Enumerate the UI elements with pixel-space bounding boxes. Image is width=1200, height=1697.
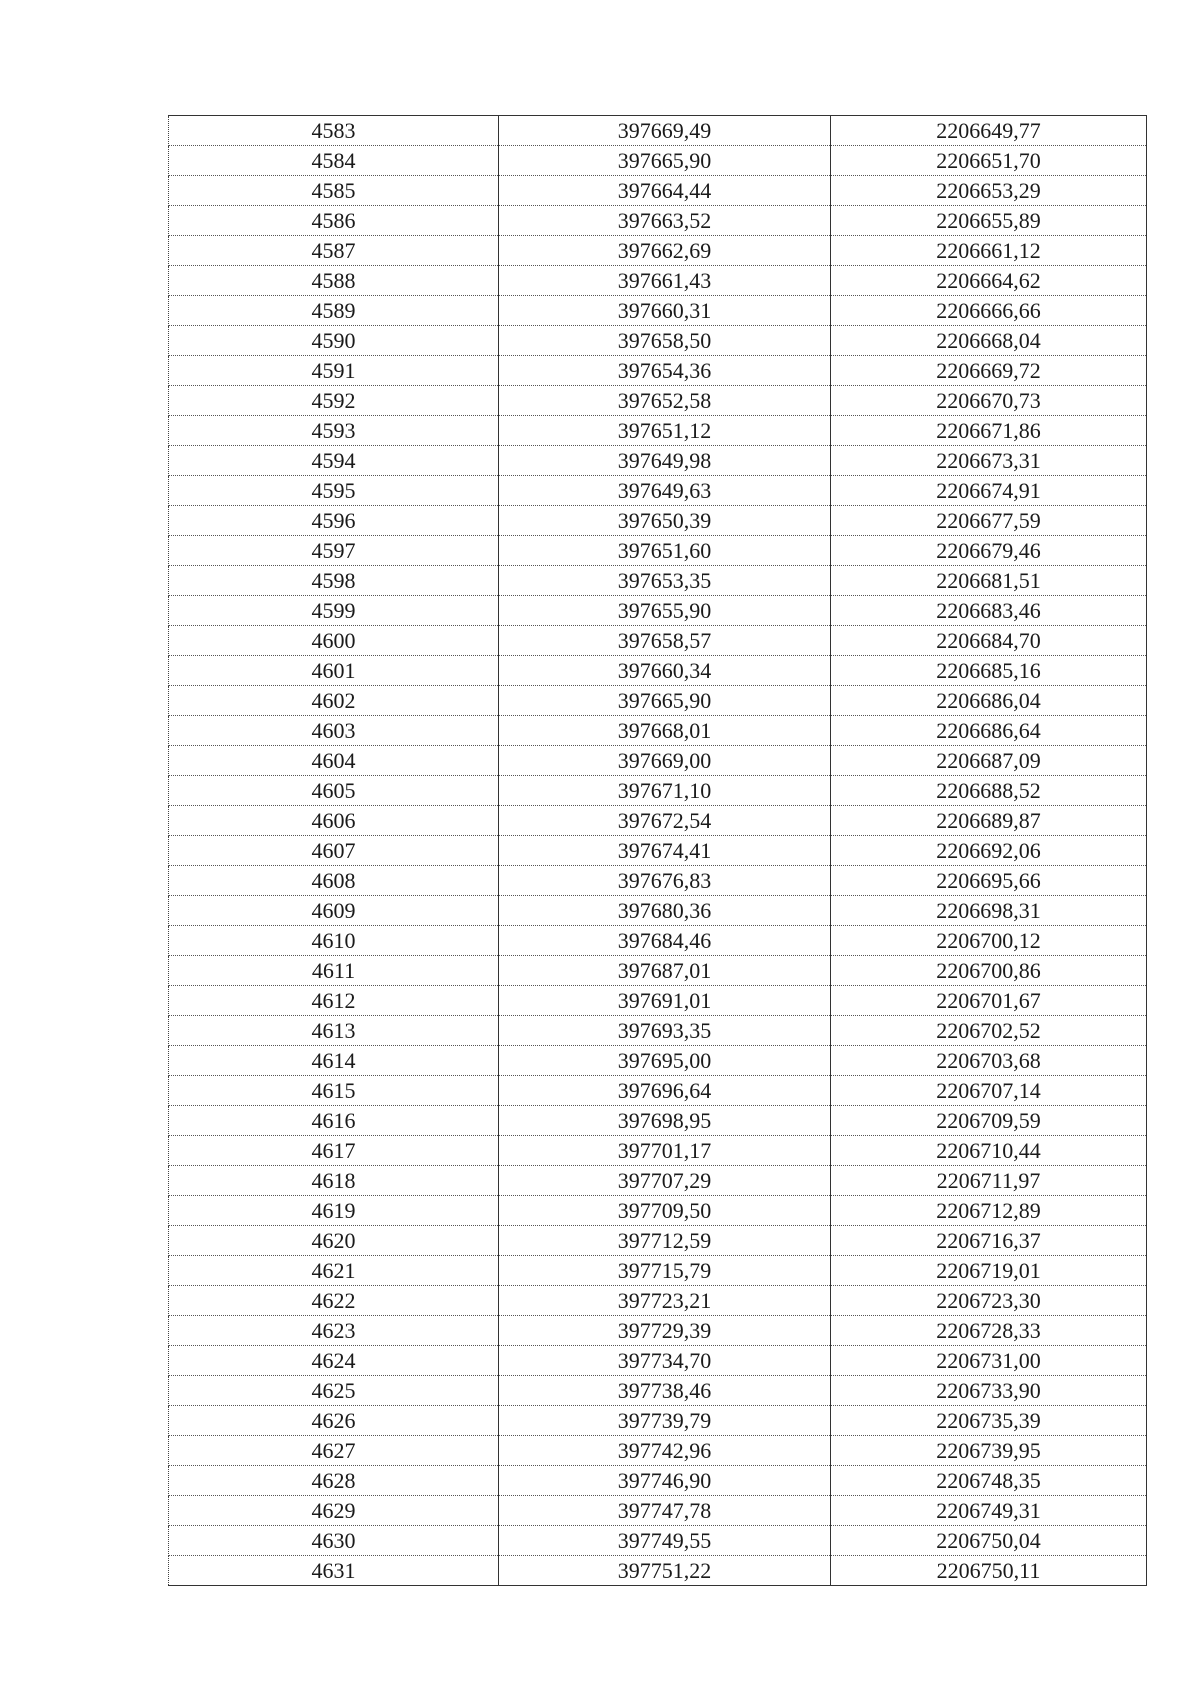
x-coordinate-cell: 397649,98	[499, 446, 831, 476]
point-number-cell: 4596	[169, 506, 499, 536]
y-coordinate-cell: 2206687,09	[831, 746, 1147, 776]
y-coordinate-cell: 2206688,52	[831, 776, 1147, 806]
y-coordinate-cell: 2206748,35	[831, 1466, 1147, 1496]
x-coordinate-cell: 397654,36	[499, 356, 831, 386]
table-row	[169, 926, 1147, 956]
x-coordinate-cell: 397653,35	[499, 566, 831, 596]
x-coordinate-cell: 397661,43	[499, 266, 831, 296]
point-number-cell: 4608	[169, 866, 499, 896]
x-coordinate-cell: 397698,95	[499, 1106, 831, 1136]
table-row	[169, 1496, 1147, 1526]
point-number-cell: 4586	[169, 206, 499, 236]
table-row	[169, 506, 1147, 536]
table-row	[169, 626, 1147, 656]
table-row	[169, 1376, 1147, 1406]
point-number-cell: 4618	[169, 1166, 499, 1196]
y-coordinate-cell: 2206709,59	[831, 1106, 1147, 1136]
y-coordinate-cell: 2206689,87	[831, 806, 1147, 836]
x-coordinate-cell: 397669,49	[499, 116, 831, 146]
x-coordinate-cell: 397671,10	[499, 776, 831, 806]
point-number-cell: 4592	[169, 386, 499, 416]
table-row	[169, 656, 1147, 686]
point-number-cell: 4628	[169, 1466, 499, 1496]
table-row	[169, 1256, 1147, 1286]
point-number-cell: 4610	[169, 926, 499, 956]
y-coordinate-cell: 2206733,90	[831, 1376, 1147, 1406]
table-row	[169, 1046, 1147, 1076]
x-coordinate-cell: 397651,60	[499, 536, 831, 566]
x-coordinate-cell: 397707,29	[499, 1166, 831, 1196]
x-coordinate-cell: 397680,36	[499, 896, 831, 926]
x-coordinate-cell: 397663,52	[499, 206, 831, 236]
table-row	[169, 1526, 1147, 1556]
x-coordinate-cell: 397729,39	[499, 1316, 831, 1346]
y-coordinate-cell: 2206695,66	[831, 866, 1147, 896]
x-coordinate-cell: 397672,54	[499, 806, 831, 836]
point-number-cell: 4622	[169, 1286, 499, 1316]
x-coordinate-cell: 397746,90	[499, 1466, 831, 1496]
table-row	[169, 776, 1147, 806]
table-row	[169, 1226, 1147, 1256]
table-row	[169, 206, 1147, 236]
table-row	[169, 986, 1147, 1016]
y-coordinate-cell: 2206692,06	[831, 836, 1147, 866]
point-number-cell: 4605	[169, 776, 499, 806]
y-coordinate-cell: 2206707,14	[831, 1076, 1147, 1106]
point-number-cell: 4623	[169, 1316, 499, 1346]
x-coordinate-cell: 397751,22	[499, 1556, 831, 1586]
point-number-cell: 4593	[169, 416, 499, 446]
y-coordinate-cell: 2206677,59	[831, 506, 1147, 536]
table-row	[169, 1436, 1147, 1466]
x-coordinate-cell: 397696,64	[499, 1076, 831, 1106]
y-coordinate-cell: 2206681,51	[831, 566, 1147, 596]
x-coordinate-cell: 397739,79	[499, 1406, 831, 1436]
y-coordinate-cell: 2206700,12	[831, 926, 1147, 956]
y-coordinate-cell: 2206712,89	[831, 1196, 1147, 1226]
x-coordinate-cell: 397660,31	[499, 296, 831, 326]
table-row	[169, 116, 1147, 146]
table-row	[169, 566, 1147, 596]
point-number-cell: 4609	[169, 896, 499, 926]
coordinates-table-body	[169, 116, 1147, 1586]
point-number-cell: 4625	[169, 1376, 499, 1406]
table-row	[169, 266, 1147, 296]
table-row	[169, 146, 1147, 176]
point-number-cell: 4620	[169, 1226, 499, 1256]
y-coordinate-cell: 2206723,30	[831, 1286, 1147, 1316]
y-coordinate-cell: 2206698,31	[831, 896, 1147, 926]
x-coordinate-cell: 397695,00	[499, 1046, 831, 1076]
point-number-cell: 4602	[169, 686, 499, 716]
table-row	[169, 1076, 1147, 1106]
x-coordinate-cell: 397742,96	[499, 1436, 831, 1466]
y-coordinate-cell: 2206661,12	[831, 236, 1147, 266]
y-coordinate-cell: 2206716,37	[831, 1226, 1147, 1256]
x-coordinate-cell: 397662,69	[499, 236, 831, 266]
point-number-cell: 4607	[169, 836, 499, 866]
y-coordinate-cell: 2206702,52	[831, 1016, 1147, 1046]
table-row	[169, 716, 1147, 746]
point-number-cell: 4615	[169, 1076, 499, 1106]
y-coordinate-cell: 2206674,91	[831, 476, 1147, 506]
x-coordinate-cell: 397660,34	[499, 656, 831, 686]
point-number-cell: 4617	[169, 1136, 499, 1166]
x-coordinate-cell: 397665,90	[499, 686, 831, 716]
point-number-cell: 4626	[169, 1406, 499, 1436]
table-row	[169, 1346, 1147, 1376]
table-row	[169, 1556, 1147, 1586]
x-coordinate-cell: 397738,46	[499, 1376, 831, 1406]
x-coordinate-cell: 397715,79	[499, 1256, 831, 1286]
point-number-cell: 4584	[169, 146, 499, 176]
x-coordinate-cell: 397734,70	[499, 1346, 831, 1376]
table-row	[169, 1016, 1147, 1046]
x-coordinate-cell: 397747,78	[499, 1496, 831, 1526]
y-coordinate-cell: 2206664,62	[831, 266, 1147, 296]
x-coordinate-cell: 397651,12	[499, 416, 831, 446]
point-number-cell: 4600	[169, 626, 499, 656]
table-row	[169, 896, 1147, 926]
point-number-cell: 4585	[169, 176, 499, 206]
y-coordinate-cell: 2206651,70	[831, 146, 1147, 176]
point-number-cell: 4611	[169, 956, 499, 986]
point-number-cell: 4627	[169, 1436, 499, 1466]
x-coordinate-cell: 397749,55	[499, 1526, 831, 1556]
point-number-cell: 4613	[169, 1016, 499, 1046]
y-coordinate-cell: 2206686,04	[831, 686, 1147, 716]
y-coordinate-cell: 2206750,11	[831, 1556, 1147, 1586]
table-row	[169, 1166, 1147, 1196]
table-row	[169, 866, 1147, 896]
point-number-cell: 4629	[169, 1496, 499, 1526]
x-coordinate-cell: 397712,59	[499, 1226, 831, 1256]
x-coordinate-cell: 397723,21	[499, 1286, 831, 1316]
x-coordinate-cell: 397649,63	[499, 476, 831, 506]
x-coordinate-cell: 397665,90	[499, 146, 831, 176]
point-number-cell: 4583	[169, 116, 499, 146]
y-coordinate-cell: 2206701,67	[831, 986, 1147, 1016]
table-row	[169, 1286, 1147, 1316]
table-row	[169, 1406, 1147, 1436]
y-coordinate-cell: 2206683,46	[831, 596, 1147, 626]
table-row	[169, 836, 1147, 866]
y-coordinate-cell: 2206739,95	[831, 1436, 1147, 1466]
y-coordinate-cell: 2206684,70	[831, 626, 1147, 656]
table-row	[169, 1316, 1147, 1346]
point-number-cell: 4594	[169, 446, 499, 476]
point-number-cell: 4587	[169, 236, 499, 266]
x-coordinate-cell: 397676,83	[499, 866, 831, 896]
x-coordinate-cell: 397693,35	[499, 1016, 831, 1046]
table-row	[169, 1196, 1147, 1226]
point-number-cell: 4606	[169, 806, 499, 836]
point-number-cell: 4597	[169, 536, 499, 566]
point-number-cell: 4604	[169, 746, 499, 776]
point-number-cell: 4630	[169, 1526, 499, 1556]
y-coordinate-cell: 2206731,00	[831, 1346, 1147, 1376]
point-number-cell: 4614	[169, 1046, 499, 1076]
x-coordinate-cell: 397658,50	[499, 326, 831, 356]
point-number-cell: 4621	[169, 1256, 499, 1286]
table-row	[169, 356, 1147, 386]
table-row	[169, 596, 1147, 626]
table-row	[169, 1136, 1147, 1166]
point-number-cell: 4603	[169, 716, 499, 746]
y-coordinate-cell: 2206719,01	[831, 1256, 1147, 1286]
y-coordinate-cell: 2206711,97	[831, 1166, 1147, 1196]
x-coordinate-cell: 397650,39	[499, 506, 831, 536]
point-number-cell: 4631	[169, 1556, 499, 1586]
point-number-cell: 4595	[169, 476, 499, 506]
point-number-cell: 4619	[169, 1196, 499, 1226]
y-coordinate-cell: 2206649,77	[831, 116, 1147, 146]
point-number-cell: 4598	[169, 566, 499, 596]
x-coordinate-cell: 397674,41	[499, 836, 831, 866]
table-row	[169, 296, 1147, 326]
coordinates-table	[168, 115, 1147, 1586]
point-number-cell: 4590	[169, 326, 499, 356]
x-coordinate-cell: 397664,44	[499, 176, 831, 206]
y-coordinate-cell: 2206686,64	[831, 716, 1147, 746]
y-coordinate-cell: 2206685,16	[831, 656, 1147, 686]
table-row	[169, 446, 1147, 476]
y-coordinate-cell: 2206671,86	[831, 416, 1147, 446]
point-number-cell: 4616	[169, 1106, 499, 1136]
y-coordinate-cell: 2206703,68	[831, 1046, 1147, 1076]
point-number-cell: 4624	[169, 1346, 499, 1376]
x-coordinate-cell: 397668,01	[499, 716, 831, 746]
point-number-cell: 4601	[169, 656, 499, 686]
point-number-cell: 4612	[169, 986, 499, 1016]
point-number-cell: 4599	[169, 596, 499, 626]
x-coordinate-cell: 397655,90	[499, 596, 831, 626]
y-coordinate-cell: 2206666,66	[831, 296, 1147, 326]
y-coordinate-cell: 2206679,46	[831, 536, 1147, 566]
y-coordinate-cell: 2206669,72	[831, 356, 1147, 386]
y-coordinate-cell: 2206655,89	[831, 206, 1147, 236]
x-coordinate-cell: 397684,46	[499, 926, 831, 956]
y-coordinate-cell: 2206728,33	[831, 1316, 1147, 1346]
table-row	[169, 746, 1147, 776]
y-coordinate-cell: 2206750,04	[831, 1526, 1147, 1556]
table-row	[169, 686, 1147, 716]
table-row	[169, 806, 1147, 836]
x-coordinate-cell: 397658,57	[499, 626, 831, 656]
y-coordinate-cell: 2206710,44	[831, 1136, 1147, 1166]
table-row	[169, 326, 1147, 356]
table-row	[169, 236, 1147, 266]
y-coordinate-cell: 2206653,29	[831, 176, 1147, 206]
y-coordinate-cell: 2206749,31	[831, 1496, 1147, 1526]
point-number-cell: 4591	[169, 356, 499, 386]
y-coordinate-cell: 2206673,31	[831, 446, 1147, 476]
point-number-cell: 4588	[169, 266, 499, 296]
x-coordinate-cell: 397687,01	[499, 956, 831, 986]
table-row	[169, 416, 1147, 446]
x-coordinate-cell: 397691,01	[499, 986, 831, 1016]
table-row	[169, 476, 1147, 506]
point-number-cell: 4589	[169, 296, 499, 326]
y-coordinate-cell: 2206700,86	[831, 956, 1147, 986]
x-coordinate-cell: 397709,50	[499, 1196, 831, 1226]
x-coordinate-cell: 397652,58	[499, 386, 831, 416]
y-coordinate-cell: 2206670,73	[831, 386, 1147, 416]
table-row	[169, 956, 1147, 986]
x-coordinate-cell: 397669,00	[499, 746, 831, 776]
y-coordinate-cell: 2206668,04	[831, 326, 1147, 356]
y-coordinate-cell: 2206735,39	[831, 1406, 1147, 1436]
table-row	[169, 1466, 1147, 1496]
table-row	[169, 176, 1147, 206]
x-coordinate-cell: 397701,17	[499, 1136, 831, 1166]
table-row	[169, 1106, 1147, 1136]
table-row	[169, 536, 1147, 566]
table-row	[169, 386, 1147, 416]
